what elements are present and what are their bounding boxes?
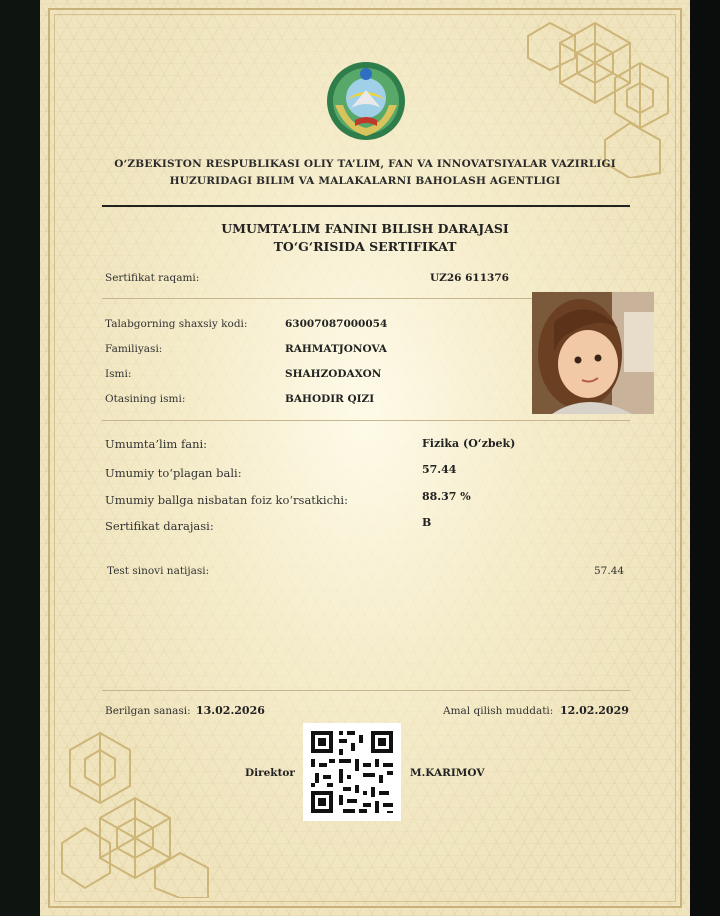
level-value: B	[422, 516, 432, 529]
validity-value: 12.02.2029	[560, 704, 629, 717]
first-name-value: SHAHZODAXON	[285, 368, 382, 380]
total-score-value: 57.44	[422, 463, 457, 476]
patronymic-label: Otasining ismi:	[105, 393, 186, 405]
qr-code-icon	[303, 723, 401, 821]
left-dark-border	[0, 0, 40, 916]
ministry-line-2: HUZURIDAGI BILIM VA MALAKALARNI BAHOLASH AGENTLIGI	[169, 175, 561, 187]
surname-value: RAHMATJONOVA	[285, 343, 387, 355]
percent-value: 88.37 %	[422, 490, 471, 503]
first-name-label: Ismi:	[105, 368, 132, 380]
surname-label: Familiyasi:	[105, 343, 163, 355]
patronymic-value: BAHODIR QIZI	[285, 393, 375, 405]
level-label: Sertifikat darajasi:	[105, 519, 214, 533]
total-score-label: Umumiy to‘plagan bali:	[105, 466, 242, 480]
ministry-line-1: O‘ZBEKISTON RESPUBLIKASI OLIY TA’LIM, FAN VA INNOVATSIYALAR VAZIRLIGI	[114, 158, 616, 170]
certificate-title-line-2: TO‘G‘RISIDA SERTIFIKAT	[273, 239, 457, 254]
issue-date-value: 13.02.2026	[196, 704, 265, 717]
test-result-value: 57.44	[594, 565, 625, 577]
header-divider	[102, 205, 630, 207]
divider	[102, 420, 630, 421]
divider	[102, 690, 630, 691]
director-label: Direktor	[245, 767, 295, 779]
certificate-title-line-1: UMUMTA’LIM FANINI BILISH DARAJASI	[221, 221, 509, 236]
test-result-label: Test sinovi natijasi:	[107, 565, 210, 577]
holder-photo	[532, 292, 654, 414]
certificate-page	[40, 0, 690, 916]
right-dark-border	[690, 0, 720, 916]
validity-label: Amal qilish muddati:	[443, 705, 554, 717]
subject-value: Fizika (O‘zbek)	[422, 437, 516, 450]
subject-label: Umumta’lim fani:	[105, 437, 208, 451]
corner-ornament-top-right	[520, 18, 670, 178]
director-name: M.KARIMOV	[410, 767, 485, 779]
state-emblem-icon	[325, 60, 407, 142]
corner-ornament-bottom-left	[60, 728, 210, 898]
personal-id-label: Talabgorning shaxsiy kodi:	[105, 318, 248, 330]
percent-label: Umumiy ballga nisbatan foiz ko‘rsatkichi:	[105, 493, 348, 507]
issue-date-label: Berilgan sanasi:	[105, 705, 191, 717]
certificate-number-label: Sertifikat raqami:	[105, 272, 200, 284]
personal-id-value: 63007087000054	[285, 318, 388, 330]
certificate-number-value: UZ26 611376	[430, 272, 509, 284]
